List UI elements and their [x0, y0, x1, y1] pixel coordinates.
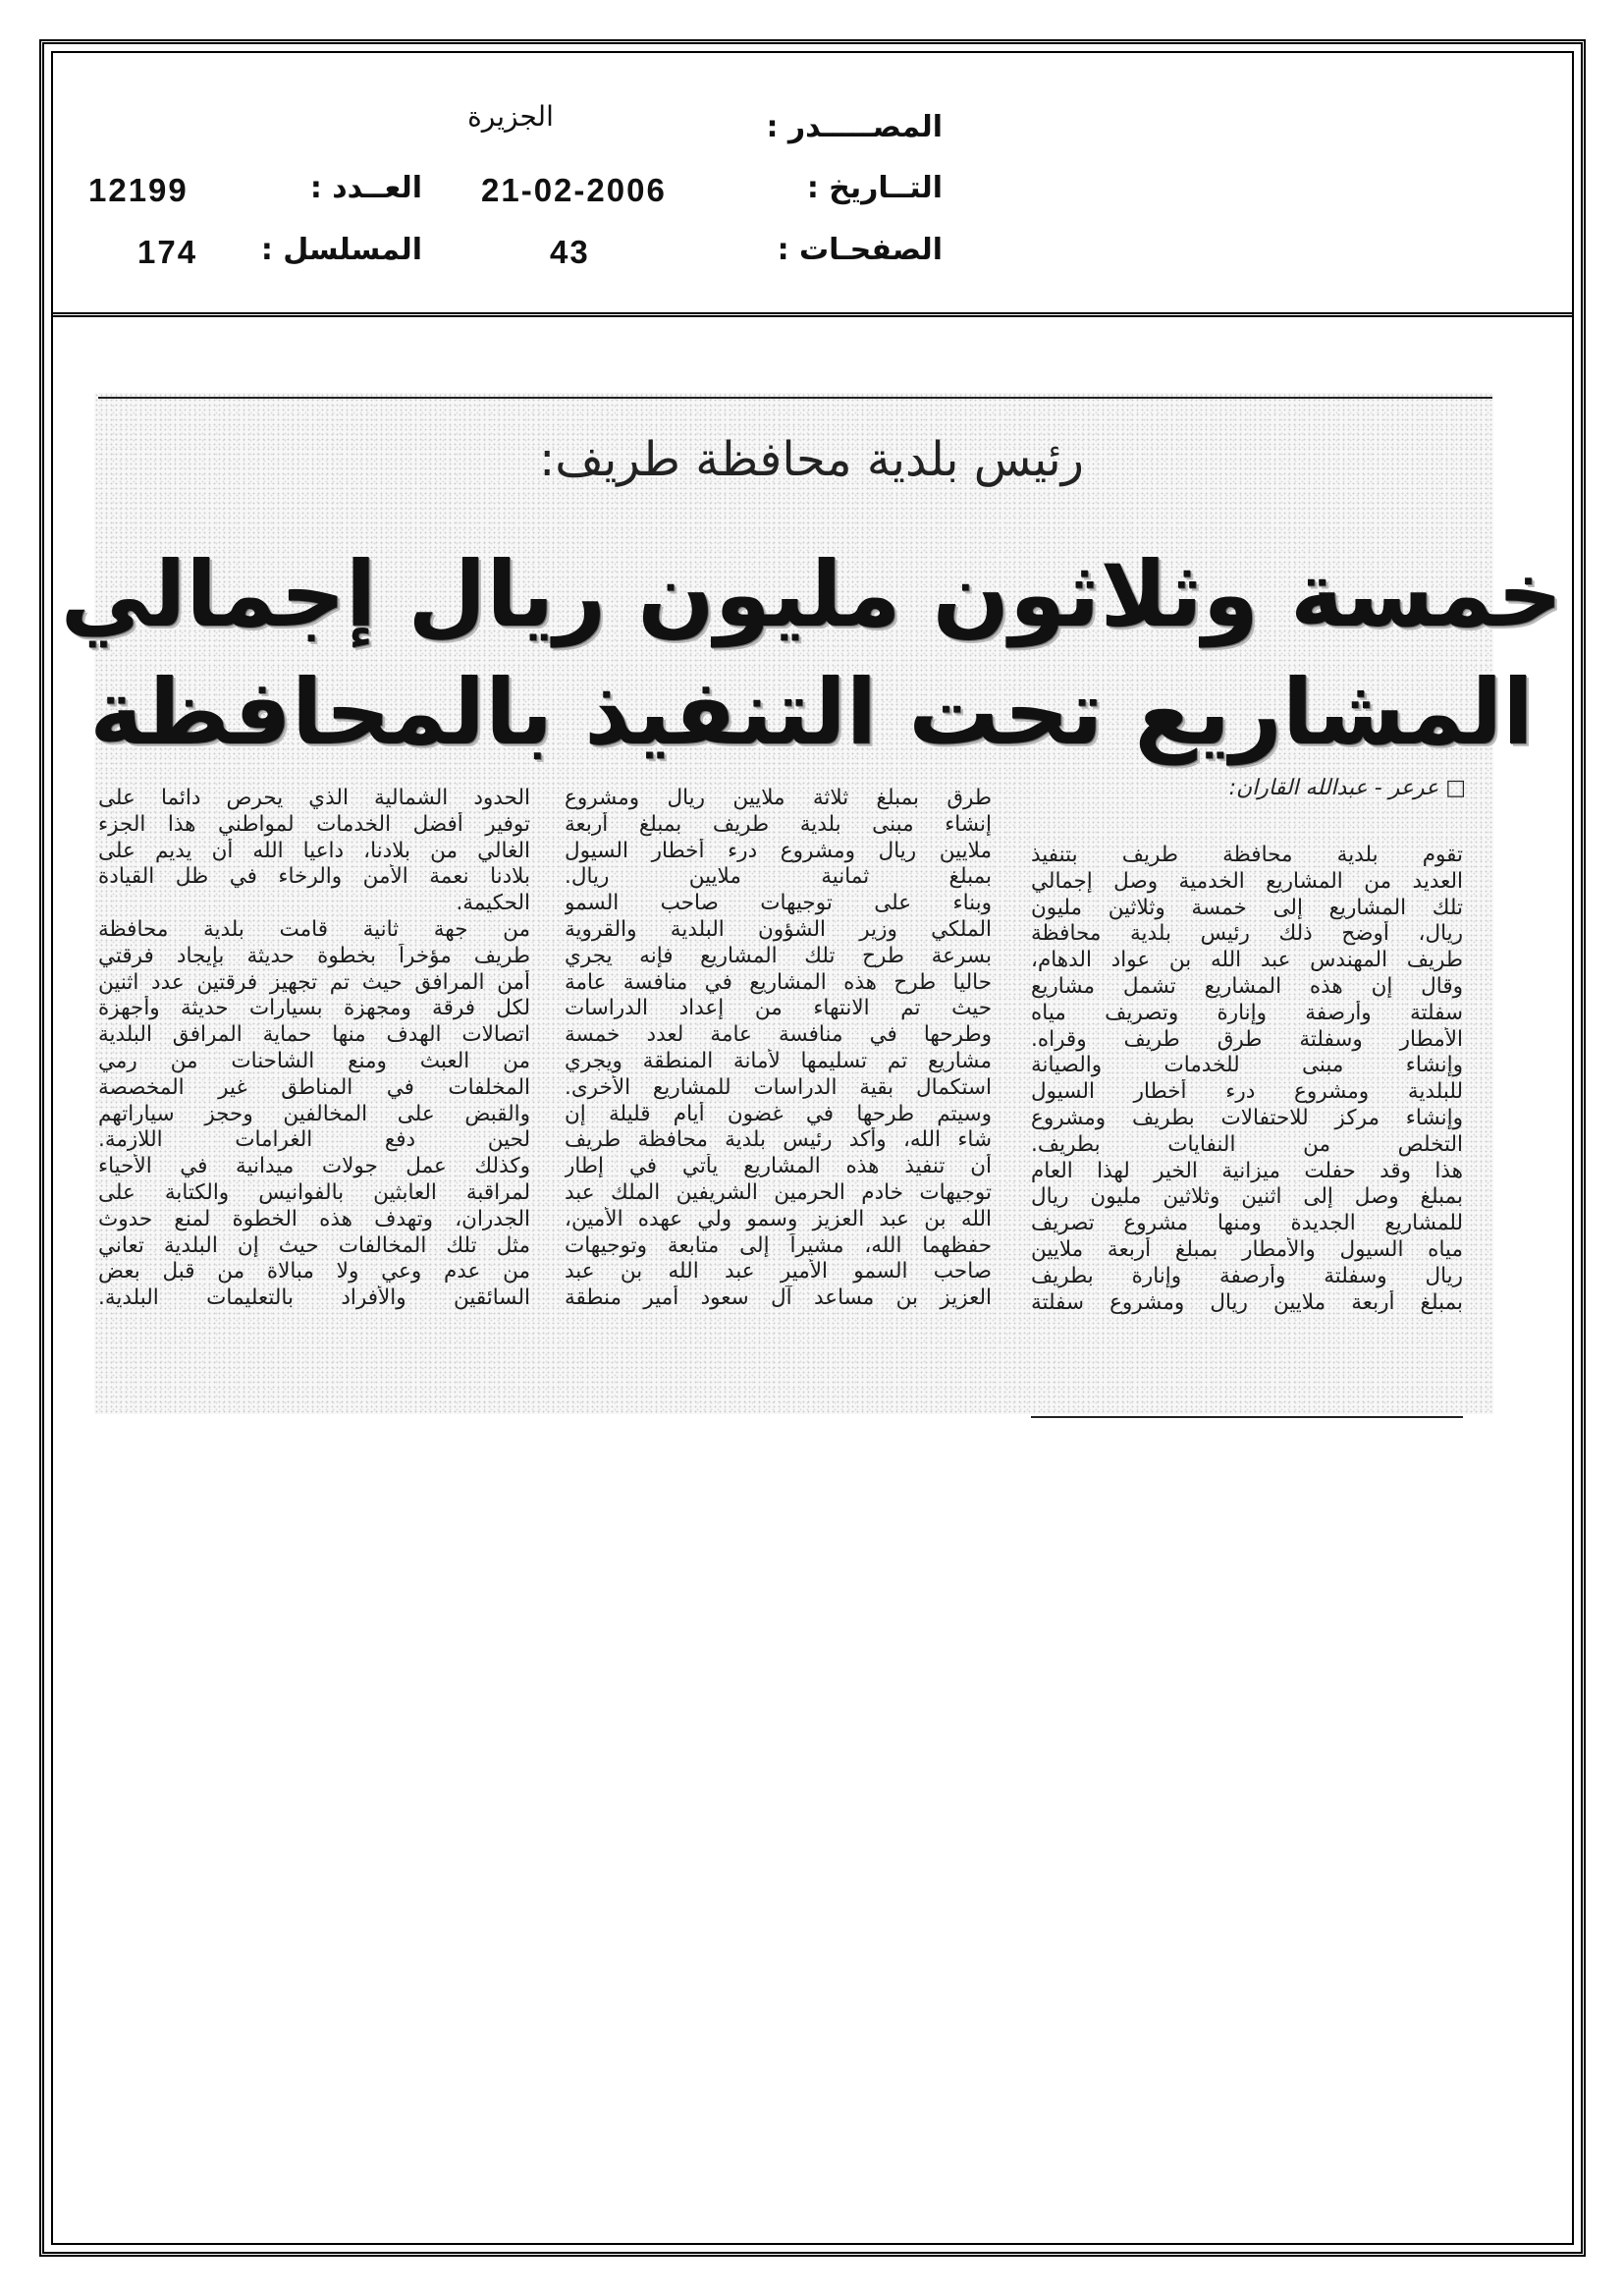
article-line: الجدران، وتهدف هذه الخطوة لمنع حدوث	[98, 1206, 530, 1231]
clipping-top-rule	[98, 397, 1492, 399]
article-line: الحدود الشمالية الذي يحرص دائما على	[98, 786, 530, 810]
issue-label: العــدد :	[309, 171, 422, 205]
headline-line-2: المشاريع تحت التنفيذ بالمحافظة	[89, 660, 1534, 765]
article-line: حفظهما الله، مشيراً إلى متابعة وتوجيهات	[565, 1232, 992, 1258]
article-line: وكذلك عمل جولات ميدانية في الأحياء	[98, 1154, 530, 1179]
pages-value: 43	[550, 234, 590, 270]
byline-box-icon: □	[1445, 776, 1466, 800]
article-byline	[1229, 776, 1466, 800]
article-line: من العبث ومنع الشاحنات من رمي	[98, 1048, 530, 1073]
article-column-middle	[565, 786, 992, 1312]
article-column-left	[98, 786, 530, 1312]
article-line: طريف المهندس عبد الله بن عواد الدهام،	[1031, 948, 1463, 973]
article-line: وقال إن هذه المشاريع تشمل مشاريع	[1031, 973, 1463, 999]
article-line: بمبلغ أربعة ملايين ريال ومشروع سفلتة	[1031, 1289, 1463, 1315]
article-line: والقبض على المخالفين وحجز سياراتهم	[98, 1101, 530, 1126]
article-line: وإنشاء مبنى للخدمات والصيانة	[1031, 1053, 1463, 1078]
article-line: التخلص من النفايات بطريف.	[1031, 1131, 1463, 1157]
article-line: صاحب السمو الأمير عبد الله بن عبد	[565, 1259, 992, 1285]
article-line: مشاريع تم تسليمها لأمانة المنطقة ويجري	[565, 1048, 992, 1073]
article-line: السائقين والأفراد بالتعليمات البلدية.	[98, 1285, 530, 1311]
clipping-bottom-rule	[1031, 1416, 1463, 1418]
article-line: الملكي وزير الشؤون البلدية والقروية	[565, 916, 992, 942]
article-line: لمراقبة العابثين بالفوانيس والكتابة على	[98, 1179, 530, 1205]
article-line: طريف مؤخراً بخطوة حديثة بإيجاد فرقتي	[98, 943, 530, 968]
article-line: وبناء على توجيهات صاحب السمو	[565, 891, 992, 916]
article-line: توفير أفضل الخدمات لمواطني هذا الجزء	[98, 811, 530, 837]
article-line: حيث تم الانتهاء من إعداد الدراسات	[565, 996, 992, 1021]
article-line: توجيهات خادم الحرمين الشريفين الملك عبد	[565, 1179, 992, 1205]
article-line: العديد من المشاريع الخدمية وصل إجمالي	[1031, 868, 1463, 894]
article-line: للمشاريع الجديدة ومنها مشروع تصريف	[1031, 1211, 1463, 1236]
serial-value: 174	[137, 234, 198, 270]
article-line: أن تنفيذ هذه المشاريع يأتي في إطار	[565, 1154, 992, 1179]
source-value: الجزيرة	[467, 100, 554, 133]
article-line: أمن المرافق حيث تم تجهيز فرقتين عدد اثنين	[98, 969, 530, 995]
article-line: استكمال بقية الدراسات للمشاريع الأخرى.	[565, 1074, 992, 1100]
article-line: وسيتم طرحها في غضون أيام قليلة إن	[565, 1101, 992, 1126]
article-line: ريال، أوضح ذلك رئيس بلدية محافظة	[1031, 921, 1463, 947]
article-line: ريال وسفلتة وأرصفة وإنارة بطريف	[1031, 1263, 1463, 1288]
issue-value: 12199	[88, 172, 189, 208]
article-line: بمبلغ وصل إلى اثنين وثلاثين مليون ريال	[1031, 1184, 1463, 1210]
article-line: مثل تلك المخالفات حيث إن البلدية تعاني	[98, 1232, 530, 1258]
byline-text: عرعر - عبدالله القاران:	[1228, 776, 1439, 800]
article-line: بمبلغ ثمانية ملايين ريال.	[565, 864, 992, 890]
source-label: المصـــــدر :	[766, 110, 943, 144]
article-line: اتصالات الهدف منها حماية المرافق البلدية	[98, 1022, 530, 1048]
article-line: وطرحها في منافسة عامة لعدد خمسة	[565, 1022, 992, 1048]
article-line: سفلتة وأرصفة وإنارة وتصريف مياه	[1031, 1000, 1463, 1025]
pages-label: الصفحـات :	[777, 233, 943, 267]
article-line: تلك المشاريع إلى خمسة وثلاثين مليون	[1031, 895, 1463, 920]
article-line: بلادنا نعمة الأمن والرخاء في ظل القيادة	[98, 864, 530, 890]
article-line: وإنشاء مركز للاحتفالات بطريف ومشروع	[1031, 1105, 1463, 1130]
article-line: من عدم وعي ولا مبالاة من قبل بعض	[98, 1259, 530, 1285]
header-separator	[51, 312, 1574, 317]
article-line: الله بن عبد العزيز وسمو ولي عهده الأمين،	[565, 1206, 992, 1231]
date-value: 21-02-2006	[481, 172, 667, 208]
article-line: إنشاء مبنى بلدية طريف بمبلغ أربعة	[565, 811, 992, 837]
article-line: حاليا طرح هذه المشاريع في منافسة عامة	[565, 969, 992, 995]
article-line: للبلدية ومشروع درء أخطار السيول	[1031, 1079, 1463, 1105]
article-line: الغالي من بلادنا، داعيا الله أن يديم على	[98, 838, 530, 863]
article-kicker: رئيس بلدية محافظة طريف:	[539, 432, 1084, 487]
article-line: شاء الله، وأكد رئيس بلدية محافظة طريف	[565, 1127, 992, 1153]
article-line: مياه السيول والأمطار بمبلغ أربعة ملايين	[1031, 1236, 1463, 1262]
article-line: لحين دفع الغرامات اللازمة.	[98, 1127, 530, 1153]
article-line: تقوم بلدية محافظة طريف بتنفيذ	[1031, 843, 1463, 867]
headline-line-1: خمسة وثلاثون مليون ريال إجمالي	[60, 542, 1563, 647]
article-line: بسرعة طرح تلك المشاريع فإنه يجري	[565, 943, 992, 968]
article-line: هذا وقد حفلت ميزانية الخير لهذا العام	[1031, 1158, 1463, 1183]
article-line: طرق بمبلغ ثلاثة ملايين ريال ومشروع	[565, 786, 992, 810]
serial-label: المسلسل :	[260, 233, 422, 267]
article-line: العزيز بن مساعد آل سعود أمير منطقة	[565, 1285, 992, 1311]
article-line: ملايين ريال ومشروع درء أخطار السيول	[565, 838, 992, 863]
article-line: الحكيمة.	[456, 891, 530, 916]
article-line: من جهة ثانية قامت بلدية محافظة	[98, 916, 530, 942]
article-line: لكل فرقة ومجهزة بسيارات حديثة وأجهزة	[98, 996, 530, 1021]
article-column-right	[1031, 843, 1463, 1316]
article-line: الأمطار وسفلتة طرق طريف وقراه.	[1031, 1026, 1463, 1052]
article-line: المخلفات في المناطق غير المخصصة	[98, 1074, 530, 1100]
date-label: التــاريخ :	[806, 171, 943, 205]
